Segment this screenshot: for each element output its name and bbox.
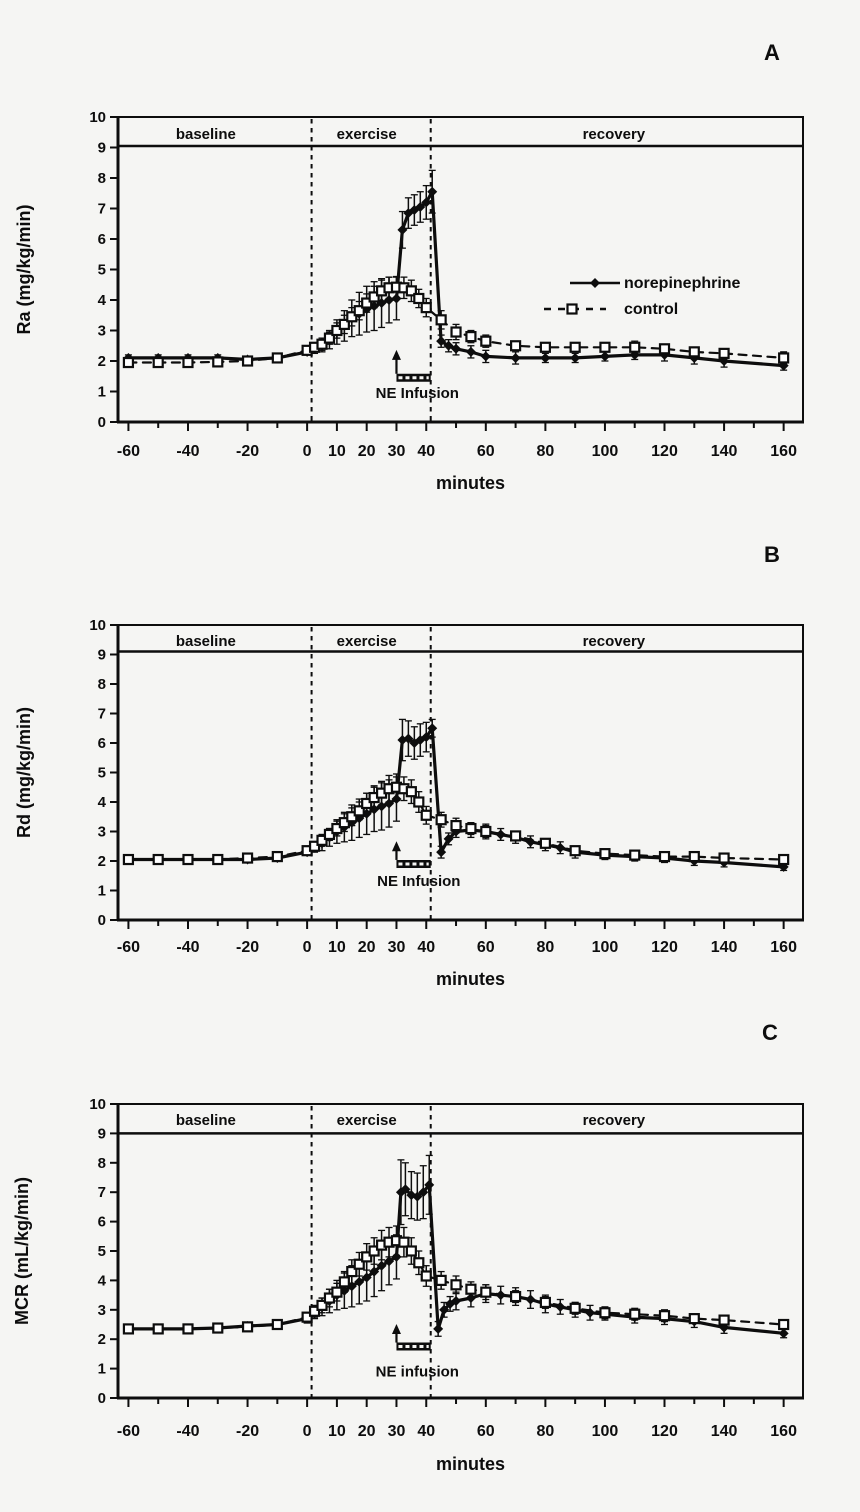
control-data-marker [213,357,222,366]
control-data-marker [452,328,461,337]
x-tick-label: 10 [328,443,346,460]
x-tick-label: 160 [770,939,797,956]
control-data-marker [600,343,609,352]
control-data-marker [600,849,609,858]
x-axis-label: minutes [435,969,506,989]
control-data-marker [690,852,699,861]
norepinephrine-series-line [128,728,783,867]
x-tick-label: 120 [651,939,678,956]
control-data-marker [660,852,669,861]
control-data-marker [124,855,133,864]
control-data-marker [720,349,729,358]
y-tick-label: 6 [97,735,106,752]
x-tick-label: -40 [176,1423,200,1440]
y-tick-label: 1 [97,1360,106,1378]
legend-label-control: control [624,301,679,318]
x-tick-label: 40 [417,939,436,956]
x-tick-label: -20 [235,939,260,956]
control-data-marker [571,1304,580,1313]
control-data-marker [124,358,133,367]
x-tick-label: 20 [357,1423,376,1440]
y-tick-label: 3 [97,1301,106,1319]
control-data-marker [481,1288,490,1297]
x-tick-label: 0 [302,1423,312,1440]
phase-label-recovery: recovery [582,125,646,143]
control-data-marker [466,1285,475,1294]
control-data-marker [466,824,475,833]
y-tick-label: 8 [97,170,106,187]
y-axis-label: MCR (mL/kg/min) [12,1177,32,1325]
x-tick-label: 100 [591,1423,619,1440]
x-tick-label: 80 [536,939,555,956]
norepinephrine-data-marker [540,353,550,363]
norepinephrine-data-marker [466,347,476,357]
control-data-marker [660,1311,669,1320]
y-tick-label: 1 [97,882,106,900]
norepinephrine-data-marker [433,1324,443,1334]
y-tick-label: 2 [97,353,106,370]
control-data-marker [422,303,431,312]
control-data-marker [720,1316,729,1325]
control-data-marker [571,846,580,855]
y-tick-label: 0 [97,912,106,929]
ne-infusion-arrow-head [392,841,401,851]
control-data-marker [243,1322,252,1331]
control-data-marker [422,1271,431,1280]
x-tick-label: 30 [387,1423,406,1440]
panel-letter-c: C [762,1020,778,1045]
x-tick-label: 100 [591,939,619,956]
ne-infusion-arrow-head [392,350,401,360]
x-tick-label: 160 [770,1423,797,1440]
x-tick-label: 30 [387,443,406,460]
norepinephrine-data-marker [397,225,407,235]
y-tick-label: 7 [97,200,106,218]
legend-label-norepinephrine: norepinephrine [624,275,741,292]
control-data-marker [154,358,163,367]
x-tick-label: 40 [417,443,436,460]
control-data-marker [183,855,192,864]
control-data-marker [720,854,729,863]
control-data-marker [243,357,252,366]
phase-label-recovery: recovery [582,633,646,651]
norepinephrine-data-marker [496,1290,506,1300]
control-data-marker [243,854,252,863]
control-data-marker [124,1324,133,1333]
control-data-marker [481,337,490,346]
control-data-marker [422,811,431,820]
ne-infusion-label: NE infusion [375,1363,459,1381]
norepinephrine-data-marker [555,843,565,853]
x-tick-label: 140 [710,1423,738,1440]
x-tick-label: 30 [387,939,406,956]
norepinephrine-data-marker [391,293,401,303]
y-tick-label: 2 [97,853,106,870]
control-data-marker [630,1310,639,1319]
control-data-marker [437,315,446,324]
y-tick-label: 1 [97,383,106,401]
y-tick-label: 8 [97,676,106,693]
x-tick-label: 20 [357,939,376,956]
y-tick-label: 9 [97,1125,106,1143]
phase-label-exercise: exercise [336,633,397,651]
control-data-marker [437,815,446,824]
control-data-marker [779,855,788,864]
x-tick-label: -60 [116,1423,140,1440]
y-tick-label: 9 [97,139,106,157]
y-tick-label: 0 [97,414,106,431]
control-data-marker [414,294,423,303]
y-tick-label: 4 [97,1272,106,1290]
control-data-marker [481,827,490,836]
x-tick-label: 140 [710,443,738,460]
y-tick-label: 10 [89,617,106,634]
control-data-marker [630,343,639,352]
control-data-marker [541,1298,550,1307]
control-data-marker [779,353,788,362]
x-tick-label: 60 [476,939,495,956]
control-data-marker [414,1258,423,1267]
y-tick-label: 7 [97,705,106,723]
y-tick-label: 5 [97,1243,106,1260]
x-tick-label: -60 [116,939,140,956]
control-data-marker [273,1320,282,1329]
phase-label-exercise: exercise [336,1112,397,1130]
control-data-marker [213,855,222,864]
y-tick-label: 8 [97,1154,106,1172]
control-data-marker [541,839,550,848]
y-tick-label: 5 [97,764,106,782]
x-tick-label: -40 [176,443,200,460]
x-tick-label: 10 [328,939,346,956]
x-tick-label: -20 [235,1423,260,1440]
control-data-marker [511,341,520,350]
y-tick-label: 4 [97,794,106,811]
x-tick-label: 120 [651,1423,678,1440]
y-tick-label: 9 [97,646,106,664]
norepinephrine-data-marker [570,353,580,363]
y-axis-label: Ra (mg/kg/min) [14,204,34,335]
norepinephrine-data-marker [496,829,506,839]
y-tick-label: 7 [97,1184,106,1202]
y-tick-label: 4 [97,292,106,309]
x-tick-label: 160 [770,443,797,460]
panel-letter-b: B [764,542,780,567]
control-data-marker [154,855,163,864]
ne-infusion-arrow-head [392,1324,401,1334]
control-data-marker [407,1247,416,1256]
y-tick-label: 3 [97,823,106,841]
phase-label-exercise: exercise [336,125,397,143]
legend-control-marker [568,305,577,314]
norepinephrine-data-marker [555,1302,565,1312]
control-data-marker [273,852,282,861]
phase-label-baseline: baseline [175,633,236,651]
plot-frame [118,117,803,422]
plot-frame [118,1104,803,1398]
control-data-marker [511,1292,520,1301]
control-data-marker [541,343,550,352]
x-tick-label: 80 [536,443,555,460]
control-data-marker [690,347,699,356]
x-tick-label: 0 [302,443,312,460]
norepinephrine-data-marker [511,353,521,363]
x-tick-label: -40 [176,939,200,956]
x-axis-label: minutes [435,1454,506,1474]
x-tick-label: 80 [536,1423,555,1440]
control-data-marker [154,1324,163,1333]
control-data-marker [407,787,416,796]
control-data-marker [600,1308,609,1317]
control-data-marker [571,343,580,352]
control-data-marker [779,1320,788,1329]
panel-letter-a: A [764,40,780,65]
legend-norepinephrine-marker [590,278,600,288]
y-tick-label: 3 [97,322,106,340]
control-data-marker [466,332,475,341]
control-data-marker [183,1324,192,1333]
control-data-marker [452,1280,461,1289]
control-data-marker [273,353,282,362]
x-tick-label: 60 [476,1423,495,1440]
norepinephrine-data-marker [481,351,491,361]
ne-infusion-label: NE Infusion [377,873,461,891]
x-tick-label: 60 [476,443,495,460]
y-tick-label: 10 [89,109,106,126]
control-data-marker [660,344,669,353]
control-data-marker [437,1276,446,1285]
x-tick-label: 100 [591,443,619,460]
ne-infusion-label: NE Infusion [375,385,459,403]
y-tick-label: 6 [97,1213,106,1231]
y-tick-label: 2 [97,1331,106,1349]
norepinephrine-data-marker [525,1295,535,1305]
control-data-marker [183,358,192,367]
x-tick-label: 10 [328,1423,346,1440]
y-tick-label: 0 [97,1390,106,1407]
x-tick-label: -60 [116,443,140,460]
x-tick-label: -20 [235,443,260,460]
y-tick-label: 10 [89,1096,106,1113]
control-data-marker [414,798,423,807]
y-tick-label: 6 [97,231,106,248]
control-data-marker [630,851,639,860]
phase-label-baseline: baseline [175,1112,236,1130]
control-data-marker [690,1314,699,1323]
control-data-marker [332,1288,341,1297]
control-data-marker [511,831,520,840]
control-data-marker [213,1324,222,1333]
control-data-marker [399,1238,408,1247]
y-axis-label: Rd (mg/kg/min) [14,707,34,838]
norepinephrine-series-line [128,1185,783,1334]
x-tick-label: 40 [417,1423,436,1440]
control-data-marker [340,1277,349,1286]
x-axis-label: minutes [435,473,506,493]
x-tick-label: 120 [651,443,678,460]
x-tick-label: 20 [357,443,376,460]
phase-label-recovery: recovery [582,1112,646,1130]
control-data-marker [452,821,461,830]
x-tick-label: 140 [710,939,738,956]
norepinephrine-data-marker [600,351,610,361]
phase-label-baseline: baseline [175,125,236,143]
x-tick-label: 0 [302,939,312,956]
y-tick-label: 5 [97,261,106,279]
plot-frame [118,625,803,920]
